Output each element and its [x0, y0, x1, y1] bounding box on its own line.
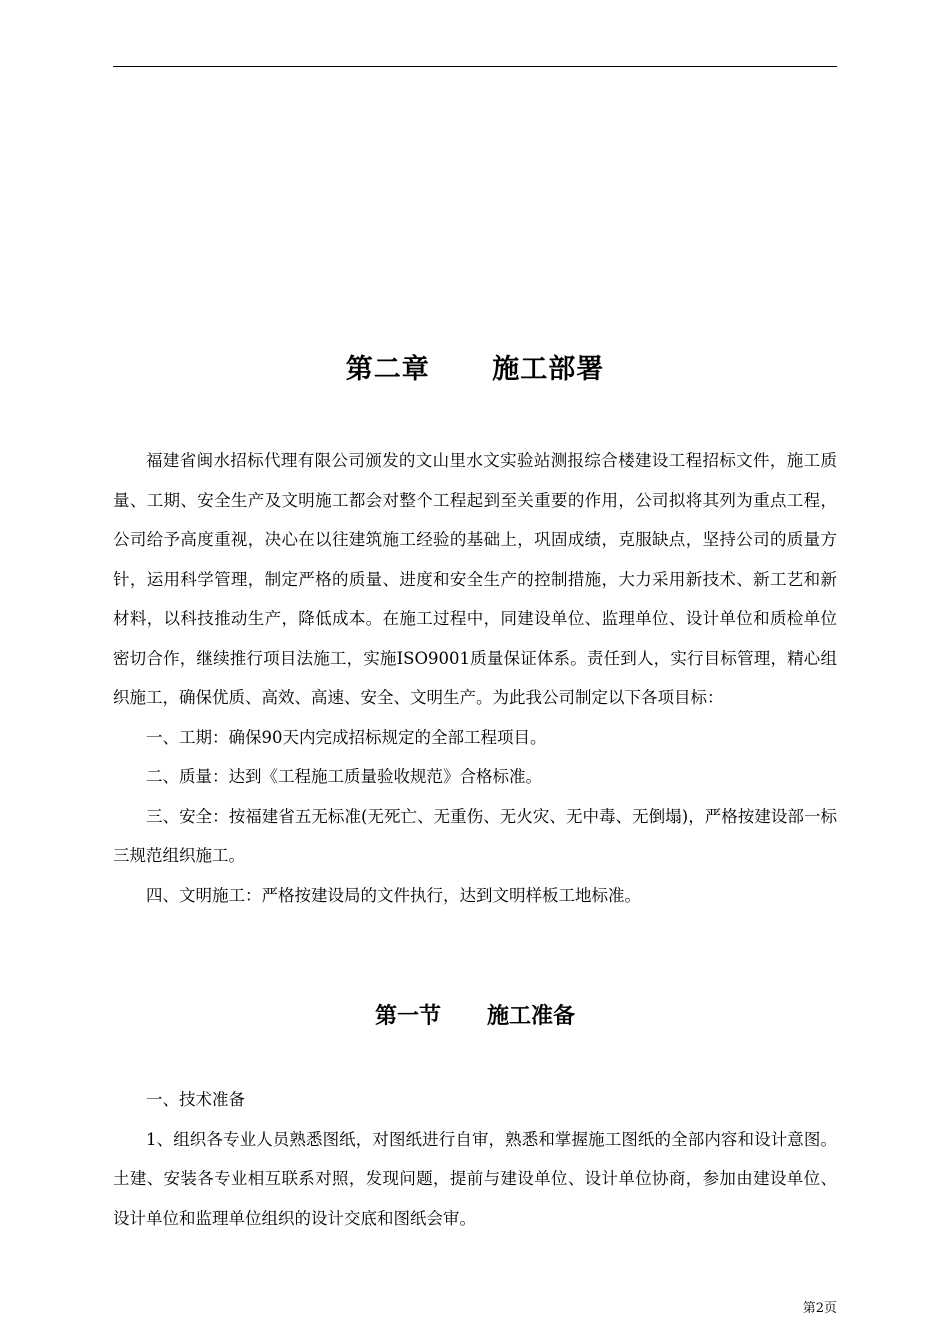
- section-body: [113, 1080, 837, 1238]
- goal-safety: 三、安全：按福建省五无标准(无死亡、无重伤、无火灾、无中毒、无倒塌)，严格按建设部一标三规范组织施工。: [113, 806, 837, 865]
- subsection-heading: 一、技术准备: [146, 1090, 245, 1109]
- header-rule: [113, 66, 837, 67]
- section-title: 第一节 施工准备: [375, 1003, 575, 1029]
- section-paragraph: 1、组织各专业人员熟悉图纸，对图纸进行自审，熟悉和掌握施工图纸的全部内容和设计意图。土建、安装各专业相互联系对照，发现问题，提前与建设单位、设计单位协商，参加由建设单位、设计单位和监理单位组织的设计交底和图纸会审。: [113, 1129, 837, 1228]
- goal-civilized-construction: 四、文明施工：严格按建设局的文件执行，达到文明样板工地标准。: [146, 885, 641, 905]
- intro-body: [113, 441, 837, 915]
- goal-schedule: 一、工期：确保90天内完成招标规定的全部工程项目。: [146, 727, 547, 747]
- intro-paragraph: 福建省闽水招标代理有限公司颁发的文山里水文实验站测报综合楼建设工程招标文件，施工质量、工期、安全生产及文明施工都会对整个工程起到至关重要的作用，公司拟将其列为重点工程，公司给予高度重视，决心在以往建筑施工经验的基础上，巩固成绩，克服缺点，坚持公司的质量方针，运用科学管理，制定严格的质量、进度和安全生产的控制措施，大力采用新技术、新工艺和新材料，以科技推动生产，降低成本。在施工过程中，同建设单位、监理单位、设计单位和质检单位密切合作，继续推行项目法施工，实施ISO9001质量保证体系。责任到人，实行目标管理，精心组织施工，确保优质、高效、高速、安全、文明生产。为此我公司制定以下各项目标：: [113, 451, 837, 707]
- page-number: 第2页: [802, 1301, 837, 1316]
- goal-quality: 二、质量：达到《工程施工质量验收规范》合格标准。: [146, 767, 542, 786]
- chapter-title: 第二章 施工部署: [345, 354, 605, 385]
